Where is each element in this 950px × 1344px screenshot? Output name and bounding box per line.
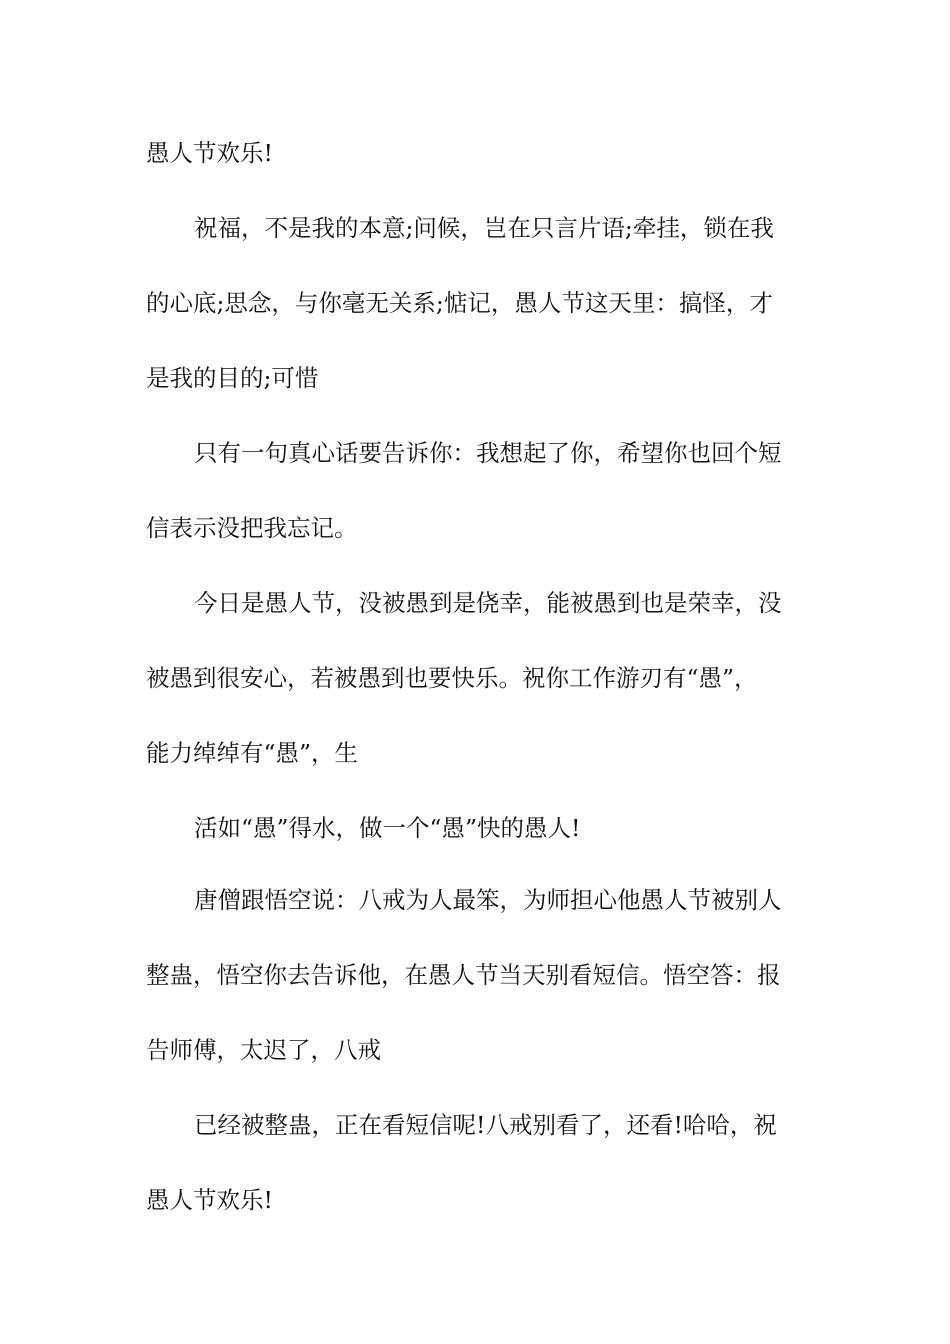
text-line: 愚人节欢乐! — [146, 1186, 273, 1214]
text-line: 是我的目的;可惜 — [146, 364, 319, 392]
text-line: 只有一句真心话要告诉你：我想起了你，希望你也回个短 — [194, 439, 782, 467]
text-line: 告师傅，太迟了，八戒 — [146, 1036, 381, 1064]
text-line: 已经被整蛊，正在看短信呢!八戒别看了，还看!哈哈，祝 — [194, 1111, 777, 1139]
text-line: 今日是愚人节，没被愚到是侥幸，能被愚到也是荣幸，没 — [194, 589, 782, 617]
text-line: 祝福，不是我的本意;问候，岂在只言片语;牵挂，锁在我 — [194, 214, 774, 242]
text-line: 能力绰绰有“愚”，生 — [146, 739, 359, 767]
text-line: 愚人节欢乐! — [146, 139, 273, 167]
text-line: 活如“愚”得水，做一个“愚”快的愚人! — [194, 814, 581, 842]
text-line: 的心底;思念，与你毫无关系;惦记，愚人节这天里：搞怪，才 — [146, 289, 773, 317]
text-line: 唐僧跟悟空说：八戒为人最笨，为师担心他愚人节被别人 — [194, 886, 782, 914]
text-line: 被愚到很安心，若被愚到也要快乐。祝你工作游刃有“愚”， — [146, 664, 758, 692]
text-line: 信表示没把我忘记。 — [146, 514, 358, 542]
text-line: 整蛊，悟空你去告诉他，在愚人节当天别看短信。悟空答：报 — [146, 961, 781, 989]
